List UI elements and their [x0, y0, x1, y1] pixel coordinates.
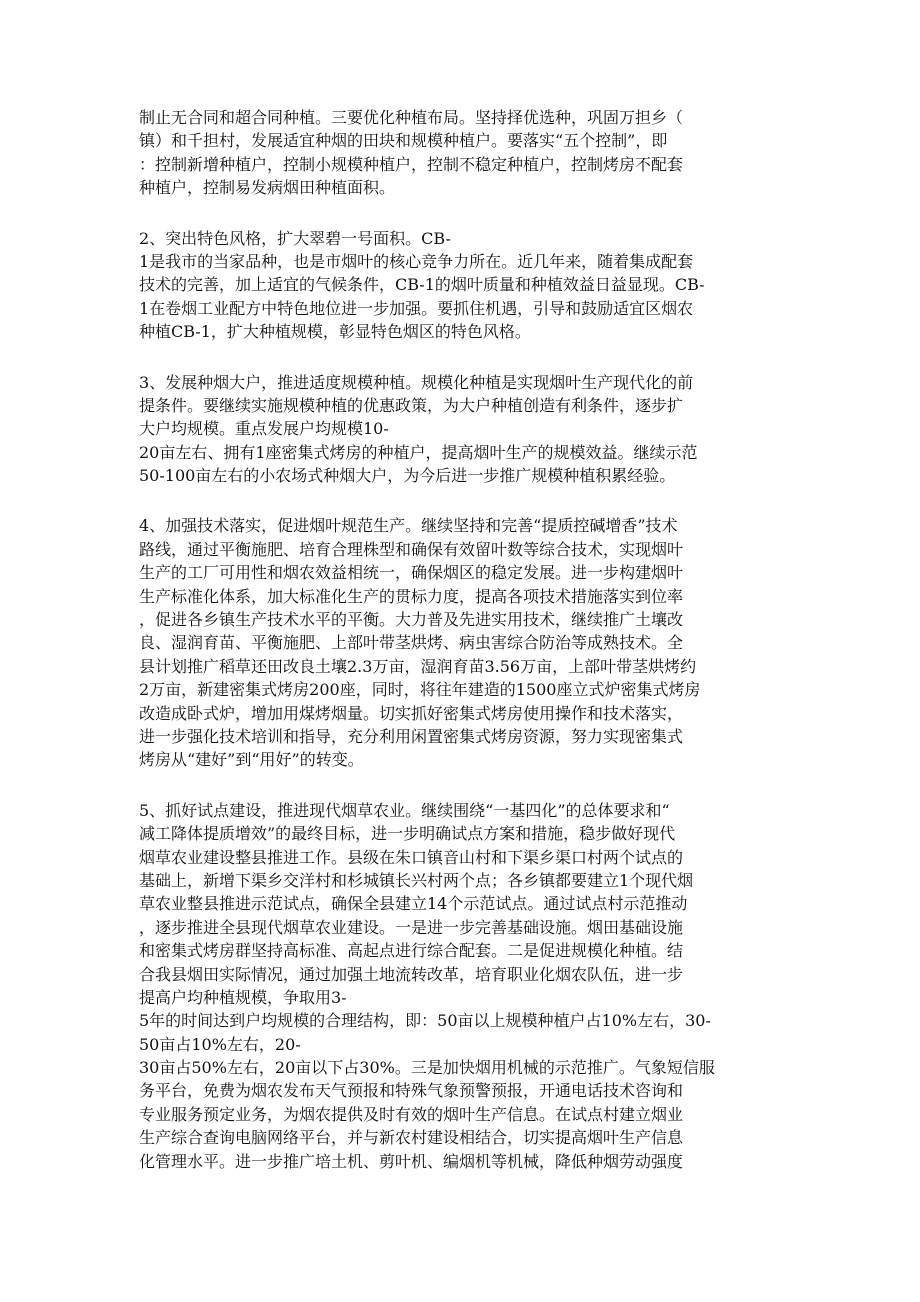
text-line: 烟草农业建设整县推进工作。县级在朱口镇音山村和下渠乡渠口村两个试点的 [139, 847, 684, 867]
text-line: 1是我市的当家品种，也是市烟叶的核心竞争力所在。近几年来，随着集成配套 [139, 251, 694, 271]
text-line: 2、突出特色风格，扩大翠碧一号面积。CB- [139, 228, 451, 248]
text-line: 草农业整县推进示范试点，确保全县建立14个示范试点。通过试点村示范推动 [139, 894, 688, 914]
text-line: 改造成卧式炉，增加用煤烤烟量。切实抓好密集式烤房使用操作和技术落实， [139, 703, 684, 723]
text-line: 1在卷烟工业配方中特色地位进一步加强。要抓住机遇，引导和鼓励适宜区烟农 [139, 298, 694, 318]
text-line: 50亩占10%左右，20- [139, 1034, 301, 1054]
text-line: 减工降体提质增效”的最终目标，进一步明确试点方案和措施，稳步做好现代 [139, 824, 676, 844]
text-line: 技术的完善，加上适宜的气候条件，CB-1的烟叶质量和种植效益日益显现。CB- [139, 275, 705, 295]
text-line: 5年的时间达到户均规模的合理结构，即：50亩以上规模种植户占10%左右，30- [139, 1011, 711, 1031]
text-line: 路线，通过平衡施肥、培育合理株型和确保有效留叶数等综合技术，实现烟叶 [139, 539, 684, 559]
text-line: 烤房从“建好”到“用好”的转变。 [139, 750, 364, 770]
text-line: 生产标准化体系，加大标准化生产的贯标力度，提高各项技术措施落实到位率 [139, 586, 684, 606]
text-line: 5、抓好试点建设，推进现代烟草农业。继续围绕“一基四化”的总体要求和“ [139, 800, 670, 820]
paragraph-technology [139, 514, 789, 771]
text-line: 化管理水平。进一步推广培土机、剪叶机、编烟机等机械，降低种烟劳动强度 [139, 1151, 684, 1171]
text-line: 大户均规模。重点发展户均规模10- [139, 419, 389, 439]
text-line: 2万亩，新建密集式烤房200座，同时，将往年建造的1500座立式炉密集式烤房 [139, 680, 701, 700]
text-line: 生产综合查询电脑网络平台，并与新农村建设相结合，切实提高烟叶生产信息 [139, 1128, 684, 1148]
text-line: 50-100亩左右的小农场式种烟大户，为今后进一步推广规模种植积累经验。 [139, 466, 676, 486]
text-line: 合我县烟田实际情况，通过加强土地流转改革，培育职业化烟农队伍，进一步 [139, 964, 684, 984]
text-line: 种植CB-1，扩大种植规模，彰显特色烟区的特色风格。 [139, 322, 531, 342]
paragraph-planting-control [139, 106, 789, 200]
text-line: ：控制新增种植户，控制小规模种植户，控制不稳定种植户，控制烤房不配套 [139, 154, 684, 174]
text-line: ，逐步推进全县现代烟草农业建设。一是进一步完善基础设施。烟田基础设施 [139, 917, 684, 937]
paragraph-pilot-construction [139, 799, 789, 1173]
text-line: 30亩占50%左右，20亩以下占30%。三是加快烟用机械的示范推广。气象短信服 [139, 1058, 715, 1078]
paragraph-large-growers [139, 371, 789, 488]
paragraph-cb1-variety [139, 227, 789, 344]
text-line: 3、发展种烟大户，推进适度规模种植。规模化种植是实现烟叶生产现代化的前 [139, 372, 694, 392]
text-line: 提条件。要继续实施规模种植的优惠政策，为大户种植创造有利条件，逐步扩 [139, 395, 684, 415]
text-line: 20亩左右、拥有1座密集式烤房的种植户，提高烟叶生产的规模效益。继续示范 [139, 442, 698, 462]
text-line: 生产的工厂可用性和烟农效益相统一，确保烟区的稳定发展。进一步构建烟叶 [139, 563, 684, 583]
text-line: 4、加强技术落实，促进烟叶规范生产。继续坚持和完善“提质控碱增香”技术 [139, 516, 678, 536]
text-line: ，促进各乡镇生产技术水平的平衡。大力普及先进实用技术，继续推广土壤改 [139, 610, 684, 630]
text-line: 进一步强化技术培训和指导，充分利用闲置密集式烤房资源，努力实现密集式 [139, 726, 684, 746]
text-line: 务平台，免费为烟农发布天气预报和特殊气象预警预报，开通电话技术咨询和 [139, 1081, 684, 1101]
text-line: 种植户，控制易发病烟田种植面积。 [139, 178, 396, 198]
document-page [139, 106, 789, 1200]
text-line: 良、湿润育苗、平衡施肥、上部叶带茎烘烤、病虫害综合防治等成熟技术。全 [139, 633, 684, 653]
text-line: 提高户均种植规模，争取用3- [139, 987, 347, 1007]
text-line: 镇）和千担村，发展适宜种烟的田块和规模种植户。要落实“五个控制”，即 [139, 131, 668, 151]
text-line: 基础上，新增下渠乡交洋村和杉城镇长兴村两个点；各乡镇都要建立1个现代烟 [139, 870, 694, 890]
text-line: 县计划推广稻草还田改良土壤2.3万亩，湿润育苗3.56万亩，上部叶带茎烘烤约 [139, 656, 697, 676]
text-line: 和密集式烤房群坚持高标准、高起点进行综合配套。二是促进规模化种植。结 [139, 941, 684, 961]
text-line: 专业服务预定业务，为烟农提供及时有效的烟叶生产信息。在试点村建立烟业 [139, 1104, 684, 1124]
text-line: 制止无合同和超合同种植。三要优化种植布局。坚持择优选种，巩固万担乡（ [139, 108, 684, 127]
